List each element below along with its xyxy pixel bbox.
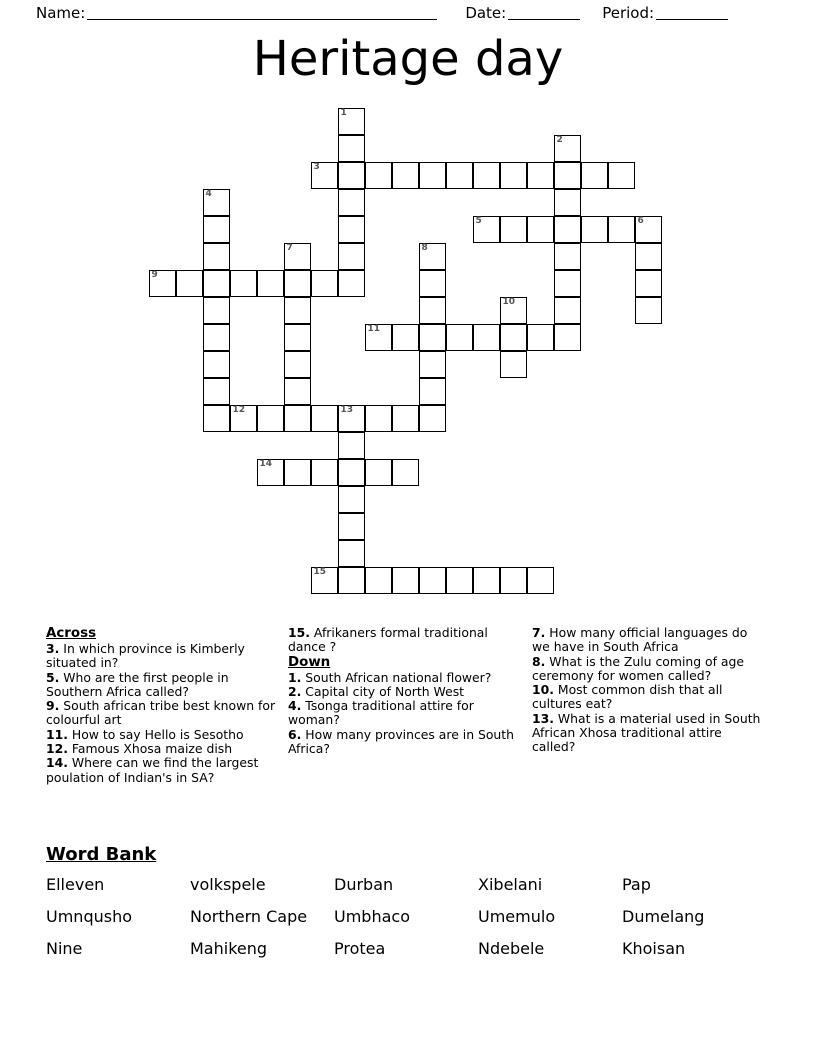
- crossword-cell[interactable]: [527, 216, 554, 243]
- crossword-cell-number: 3: [313, 162, 320, 172]
- crossword-cell[interactable]: [338, 405, 365, 432]
- crossword-cell[interactable]: [365, 567, 392, 594]
- clue-text: South African national flower?: [305, 669, 492, 685]
- word-bank-word: Umbhaco: [334, 907, 410, 926]
- crossword-cell-number: 4: [205, 189, 212, 199]
- clue-number: 14.: [46, 755, 68, 771]
- crossword-cell[interactable]: [419, 567, 446, 594]
- page-title: Heritage day: [252, 31, 564, 87]
- crossword-cell[interactable]: [419, 297, 446, 324]
- crossword-cell[interactable]: [554, 135, 581, 162]
- word-bank-word: Durban: [334, 875, 394, 894]
- crossword-cell[interactable]: [554, 162, 581, 189]
- word-bank-word: Khoisan: [622, 939, 686, 958]
- crossword-cell[interactable]: [203, 297, 230, 324]
- crossword-cell[interactable]: [203, 324, 230, 351]
- crossword-cell[interactable]: [581, 162, 608, 189]
- crossword-cell-number: 11: [367, 324, 381, 334]
- crossword-cell[interactable]: [527, 324, 554, 351]
- clue-text: Where can we find the largest poulation of Indian's in SA?: [46, 755, 259, 785]
- clue-text: What is the Zulu coming of age ceremony for women called?: [532, 653, 745, 683]
- crossword-cell[interactable]: [338, 540, 365, 567]
- crossword-cell[interactable]: [284, 351, 311, 378]
- crossword-cell[interactable]: [338, 432, 365, 459]
- crossword-cell-number: 2: [556, 135, 563, 145]
- crossword-cell[interactable]: [419, 378, 446, 405]
- crossword-cell[interactable]: [311, 459, 338, 486]
- crossword-cell[interactable]: [392, 405, 419, 432]
- crossword-cell[interactable]: [284, 270, 311, 297]
- clue-number: 1.: [288, 669, 302, 685]
- clue-text: How many official languages do we have in South Africa: [532, 625, 748, 655]
- crossword-cell[interactable]: [311, 162, 338, 189]
- crossword-cell[interactable]: [365, 405, 392, 432]
- crossword-cell[interactable]: [230, 270, 257, 297]
- crossword-cell-number: 12: [232, 405, 246, 415]
- word-bank-word: Umemulo: [478, 907, 556, 926]
- crossword-cell[interactable]: [581, 216, 608, 243]
- name-label: Name:: [36, 4, 86, 22]
- crossword-cell[interactable]: [203, 405, 230, 432]
- crossword-cell[interactable]: [446, 567, 473, 594]
- period-label: Period:: [602, 4, 655, 22]
- crossword-cell[interactable]: [419, 162, 446, 189]
- down-heading: Down: [288, 654, 331, 670]
- crossword-cell[interactable]: [257, 270, 284, 297]
- clue-text: In which province is Kimberly situated in?: [46, 641, 245, 671]
- crossword-cell[interactable]: [635, 216, 662, 243]
- crossword-cell[interactable]: [500, 162, 527, 189]
- crossword-cell[interactable]: [311, 270, 338, 297]
- crossword-cell[interactable]: [365, 459, 392, 486]
- crossword-cell[interactable]: [338, 162, 365, 189]
- clue-down-2: [288, 685, 524, 699]
- clue-number: 12.: [46, 741, 68, 757]
- crossword-cell[interactable]: [419, 324, 446, 351]
- crossword-cell-number: 15: [313, 567, 327, 577]
- crossword-cell[interactable]: [635, 243, 662, 270]
- clue-text: South african tribe best known for colourful art: [46, 698, 276, 728]
- crossword-cell[interactable]: [635, 297, 662, 324]
- word-bank-word: Mahikeng: [190, 939, 268, 958]
- clues-column-1: [46, 626, 288, 785]
- crossword-cell[interactable]: [338, 459, 365, 486]
- crossword-cell[interactable]: [257, 459, 284, 486]
- word-bank-section: [46, 843, 772, 963]
- crossword-cell[interactable]: [473, 324, 500, 351]
- crossword-cell[interactable]: [473, 216, 500, 243]
- word-bank-word: Northern Cape: [190, 907, 308, 926]
- crossword-cell-number: 10: [502, 297, 516, 307]
- clue-across-11: [46, 728, 280, 742]
- word-bank-word: Xibelani: [478, 875, 543, 894]
- crossword-cell[interactable]: [203, 378, 230, 405]
- clue-text: How to say Hello is Sesotho: [71, 726, 244, 742]
- clues-section: [46, 626, 772, 785]
- crossword-cell[interactable]: [419, 351, 446, 378]
- crossword-cell[interactable]: [230, 405, 257, 432]
- crossword-cell[interactable]: [338, 513, 365, 540]
- clue-across-9: [46, 699, 280, 728]
- crossword-cell-number: 5: [475, 216, 482, 226]
- crossword-cell[interactable]: [392, 567, 419, 594]
- crossword-cell-number: 9: [151, 270, 158, 280]
- clues-column-2: [288, 626, 532, 756]
- date-label: Date:: [465, 4, 507, 22]
- word-bank-word: Dumelang: [622, 907, 705, 926]
- clue-down-10: [532, 683, 764, 712]
- clue-text: Most common dish that all cultures eat?: [532, 682, 723, 712]
- word-bank-word: Elleven: [46, 875, 105, 894]
- clue-number: 8.: [532, 653, 546, 669]
- crossword-cell[interactable]: [554, 324, 581, 351]
- crossword-cell[interactable]: [419, 243, 446, 270]
- clue-number: 5.: [46, 669, 60, 685]
- clue-number: 3.: [46, 641, 60, 656]
- crossword-cell[interactable]: [500, 297, 527, 324]
- crossword-cell[interactable]: [338, 486, 365, 513]
- crossword-cell[interactable]: [257, 405, 284, 432]
- crossword-cell[interactable]: [203, 243, 230, 270]
- clue-down-8: [532, 655, 764, 684]
- crossword-cell[interactable]: [500, 351, 527, 378]
- crossword-cell[interactable]: [500, 216, 527, 243]
- crossword-cell[interactable]: [176, 270, 203, 297]
- clue-down-13: [532, 712, 764, 755]
- crossword-cell[interactable]: [473, 567, 500, 594]
- crossword-cell[interactable]: [203, 270, 230, 297]
- crossword-cell[interactable]: [365, 162, 392, 189]
- crossword-cell-number: 1: [340, 108, 347, 118]
- crossword-cell[interactable]: [284, 405, 311, 432]
- clue-down-4: [288, 699, 524, 728]
- crossword-cell[interactable]: [473, 162, 500, 189]
- word-bank-grid: [46, 871, 772, 963]
- clue-across-3: [46, 642, 280, 671]
- clue-number: 2.: [288, 683, 302, 699]
- crossword-cell-number: 7: [286, 243, 293, 253]
- crossword-cell[interactable]: [446, 324, 473, 351]
- clue-number: 6.: [288, 726, 302, 742]
- clue-number: 11.: [46, 726, 68, 742]
- clue-across-15: [288, 626, 524, 655]
- crossword-cell[interactable]: [554, 216, 581, 243]
- clue-down-6: [288, 728, 524, 757]
- clue-number: 10.: [532, 682, 554, 698]
- clue-down-7: [532, 626, 764, 655]
- crossword-cell[interactable]: [203, 189, 230, 216]
- word-bank-title: Word Bank: [46, 844, 157, 865]
- clue-across-5: [46, 671, 280, 700]
- crossword-cell-number: 6: [637, 216, 644, 226]
- crossword-cell[interactable]: [338, 216, 365, 243]
- clue-number: 13.: [532, 710, 554, 726]
- crossword-cell[interactable]: [446, 162, 473, 189]
- word-bank-word: Pap: [622, 875, 651, 894]
- crossword-cell[interactable]: [203, 351, 230, 378]
- clues-column-3: [532, 626, 772, 755]
- crossword-cell[interactable]: [284, 459, 311, 486]
- clue-across-14: [46, 756, 280, 785]
- crossword-cell-number: 8: [421, 243, 428, 253]
- clue-across-12: [46, 742, 280, 756]
- crossword-cell[interactable]: [554, 189, 581, 216]
- crossword-cell[interactable]: [338, 108, 365, 135]
- crossword-cell[interactable]: [527, 162, 554, 189]
- crossword-cell[interactable]: [203, 216, 230, 243]
- word-bank-word: Protea: [334, 939, 386, 958]
- crossword-cell[interactable]: [311, 405, 338, 432]
- clue-text: Afrikaners formal traditional dance ?: [288, 625, 488, 655]
- crossword-cell[interactable]: [608, 216, 635, 243]
- crossword-cell[interactable]: [338, 270, 365, 297]
- crossword-cell[interactable]: [338, 567, 365, 594]
- clue-text: What is a material used in South African Xhosa traditional attire called?: [532, 710, 761, 755]
- crossword-cell[interactable]: [554, 297, 581, 324]
- crossword-cell[interactable]: [284, 297, 311, 324]
- crossword-cell[interactable]: [284, 378, 311, 405]
- crossword-cell[interactable]: [338, 135, 365, 162]
- crossword-cell[interactable]: [608, 162, 635, 189]
- crossword-cell-number: 13: [340, 405, 354, 415]
- crossword-cell[interactable]: [284, 324, 311, 351]
- crossword-cell[interactable]: [419, 405, 446, 432]
- crossword-cell[interactable]: [392, 324, 419, 351]
- clue-number: 15.: [288, 625, 310, 640]
- clue-number: 9.: [46, 698, 60, 714]
- crossword-cell[interactable]: [527, 567, 554, 594]
- clue-text: Who are the first people in Southern Africa called?: [46, 669, 229, 699]
- crossword-cell[interactable]: [554, 243, 581, 270]
- clue-number: 4.: [288, 698, 302, 714]
- crossword-cell-number: 14: [259, 459, 273, 469]
- clue-down-1: [288, 671, 524, 685]
- crossword-cell[interactable]: [365, 324, 392, 351]
- word-bank-word: Nine: [46, 939, 83, 958]
- clue-number: 7.: [532, 625, 546, 640]
- clue-text: How many provinces are in South Africa?: [288, 726, 515, 757]
- crossword-cell[interactable]: [392, 162, 419, 189]
- crossword-cell[interactable]: [392, 459, 419, 486]
- word-bank-word: volkspele: [190, 875, 266, 894]
- crossword-cell[interactable]: [554, 270, 581, 297]
- crossword-cell[interactable]: [311, 567, 338, 594]
- word-bank-word: Umnqusho: [46, 907, 132, 926]
- clue-text: Capital city of North West: [305, 683, 465, 699]
- crossword-cell[interactable]: [338, 243, 365, 270]
- clue-text: Tsonga traditional attire for woman?: [288, 698, 474, 728]
- crossword-cell[interactable]: [500, 324, 527, 351]
- crossword-cell[interactable]: [284, 243, 311, 270]
- crossword-cell[interactable]: [500, 567, 527, 594]
- crossword-cell[interactable]: [338, 189, 365, 216]
- crossword-cell[interactable]: [635, 270, 662, 297]
- crossword-cell[interactable]: [419, 270, 446, 297]
- word-bank-word: Ndebele: [478, 939, 545, 958]
- clue-text: Famous Xhosa maize dish: [71, 741, 233, 757]
- crossword-cell[interactable]: [149, 270, 176, 297]
- across-heading: Across: [46, 626, 97, 641]
